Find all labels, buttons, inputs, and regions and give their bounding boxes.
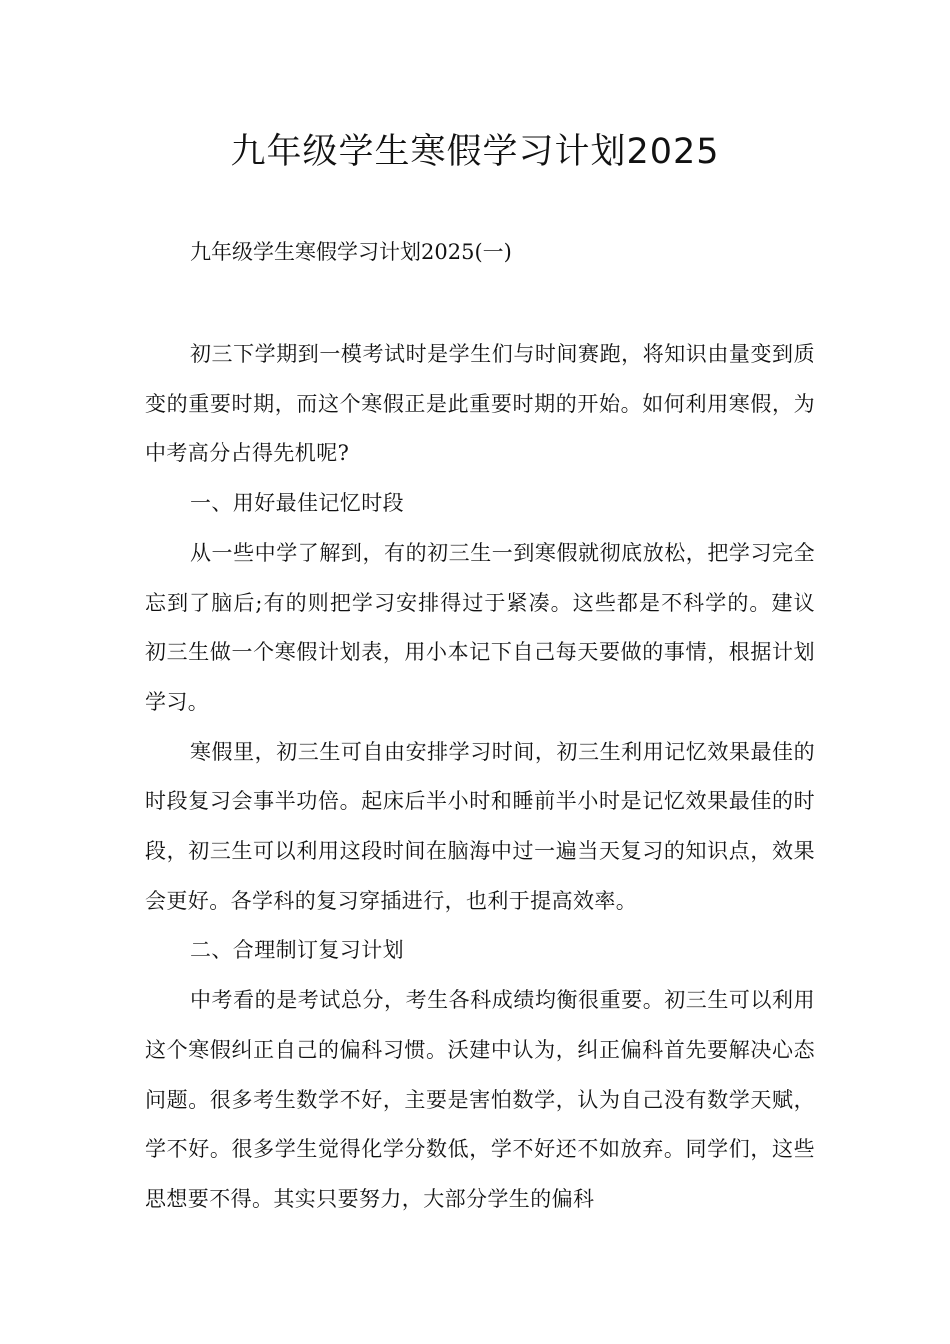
section-heading-2: 二、合理制订复习计划 bbox=[190, 938, 404, 963]
body-paragraph: 寒假里，初三生可自由安排学习时间，初三生利用记忆效果最佳的时段复习会事半功倍。起床后半小时和睡前半小时是记忆效果最佳的时段，初三生可以利用这段时间在脑海中过一遍当天复习的知识点，效果会更好。各学科的复习穿插进行，也利于提高效率。 bbox=[145, 739, 815, 913]
document-body bbox=[145, 330, 815, 1225]
document-subtitle: 九年级学生寒假学习计划2025(一) bbox=[190, 240, 512, 264]
body-paragraph: 从一些中学了解到，有的初三生一到寒假就彻底放松，把学习完全忘到了脑后;有的则把学习安排得过于紧凑。这些都是不科学的。建议初三生做一个寒假计划表，用小本记下自己每天要做的事情，根据计划学习。 bbox=[145, 540, 815, 714]
section-heading-1: 一、用好最佳记忆时段 bbox=[190, 491, 404, 516]
document-title: 九年级学生寒假学习计划2025 bbox=[230, 132, 720, 172]
body-paragraph: 中考看的是考试总分，考生各科成绩均衡很重要。初三生可以利用这个寒假纠正自己的偏科习惯。沃建中认为，纠正偏科首先要解决心态问题。很多考生数学不好，主要是害怕数学，认为自己没有数学天赋，学不好。很多学生觉得化学分数低，学不好还不如放弃。同学们，这些思想要不得。其实只要努力，大部分学生的偏科 bbox=[145, 988, 815, 1211]
intro-paragraph: 初三下学期到一模考试时是学生们与时间赛跑，将知识由量变到质变的重要时期，而这个寒假正是此重要时期的开始。如何利用寒假，为中考高分占得先机呢? bbox=[145, 342, 815, 466]
